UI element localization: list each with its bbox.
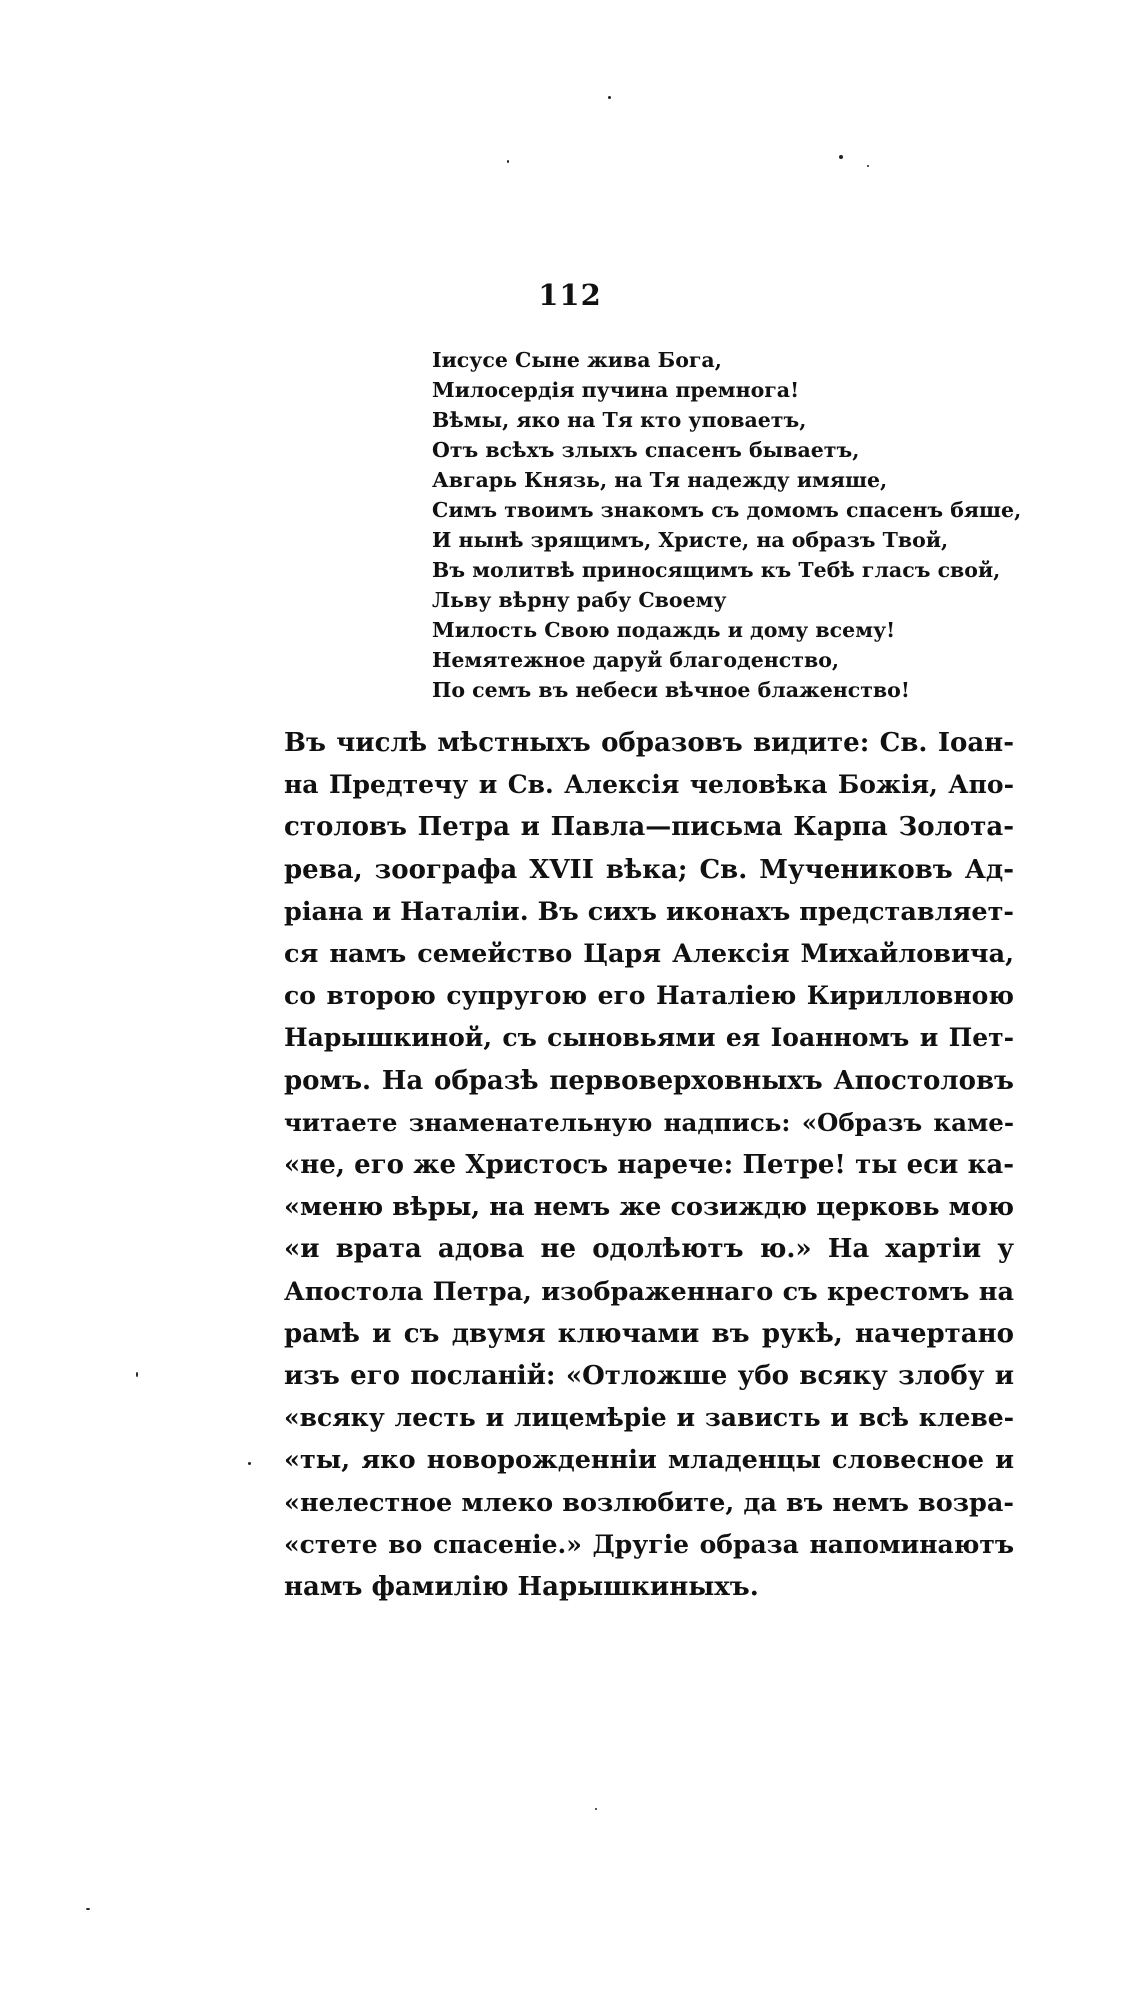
prose-line: «нелестное млеко возлюбите, да въ немъ возра- [284, 1487, 1014, 1518]
prose-line: намъ фамилію Нарышкиныхъ. [284, 1572, 759, 1603]
poem-line: Авгарь Князь, на Тя надежду имяше, [432, 468, 888, 492]
prose-line: «ты, яко новорожденніи младенцы словесное и [284, 1445, 1014, 1476]
poem-line: Милость Свою подаждь и дому всему! [432, 618, 896, 642]
prose-line: на Предтечу и Св. Алексія человѣка Божія, Апо- [284, 770, 1014, 800]
prose-line: ріана и Наталіи. Въ сихъ иконахъ представляет- [284, 896, 1014, 927]
scan-speck [608, 96, 611, 99]
prose-line: рева, зоографа XVII вѣка; Св. Мучениковъ Ад- [284, 854, 1014, 885]
prose-line: изъ его посланій: «Отложше убо всяку злобу и [284, 1361, 1014, 1392]
poem-line: Немятежное даруй благоденство, [432, 648, 840, 672]
scan-speck [839, 155, 843, 159]
poem-line: Іисусе Сыне жива Бога, [432, 348, 722, 372]
poem-line: Вѣмы, яко на Тя кто уповаетъ, [432, 408, 807, 432]
prose-line: Въ числѣ мѣстныхъ образовъ видите: Св. Іоан- [284, 728, 1014, 758]
poem-line: Въ молитвѣ приносящимъ къ Тебѣ гласъ свой, [432, 558, 1001, 582]
poem-line: По семъ въ небеси вѣчное блаженство! [432, 678, 910, 702]
scan-speck [867, 165, 869, 167]
scan-speck [136, 1372, 138, 1377]
prose-line: со второю супругою его Наталіею Кирилловною [284, 981, 1014, 1011]
prose-line: столовъ Петра и Павла—письма Карпа Золота- [284, 812, 1014, 843]
poem-block [432, 345, 1052, 705]
scan-speck [248, 1462, 251, 1465]
poem-line: И нынѣ зрящимъ, Христе, на образъ Твой, [432, 528, 949, 552]
prose-line: «меню вѣры, на немъ же созиждю церковь мою [284, 1192, 1014, 1223]
prose-line: Нарышкиной, съ сыновьями ея Іоанномъ и Пет- [284, 1023, 1014, 1053]
prose-line: «всяку лесть и лицемѣріе и зависть и всѣ клеве- [284, 1403, 1014, 1433]
prose-line: читаете знаменательную надпись: «Образъ каме- [284, 1107, 1014, 1137]
prose-line: «не, его же Христосъ нарече: Петре! ты еси ка- [284, 1150, 1014, 1181]
poem-line: Милосердія пучина премнога! [432, 378, 800, 402]
prose-line: «стете во спасеніе.» Другіе образа напоминаютъ [284, 1529, 1014, 1559]
poem-line: Отъ всѣхъ злыхъ спасенъ бываетъ, [432, 438, 860, 462]
prose-paragraph [284, 722, 1014, 1608]
prose-line: рамѣ и съ двумя ключами въ рукѣ, начертано [284, 1318, 1014, 1349]
prose-line: Апостола Петра, изображеннаго съ крестомъ на [284, 1276, 1014, 1307]
poem-line: Симъ твоимъ знакомъ съ домомъ спасенъ бяше, [432, 498, 1022, 522]
scan-speck [507, 160, 509, 163]
poem-line: Льву вѣрну рабу Своему [432, 588, 727, 612]
page-number: 112 [538, 278, 602, 312]
prose-line: ся намъ семейство Царя Алексія Михайловича, [284, 939, 1014, 970]
scan-speck [86, 1908, 90, 1910]
scan-speck [595, 1808, 597, 1810]
prose-line: «и врата адова не одолѣютъ ю.» На хартіи у [284, 1234, 1014, 1265]
prose-line: ромъ. На образѣ первоверховныхъ Апостоловъ [284, 1065, 1014, 1096]
